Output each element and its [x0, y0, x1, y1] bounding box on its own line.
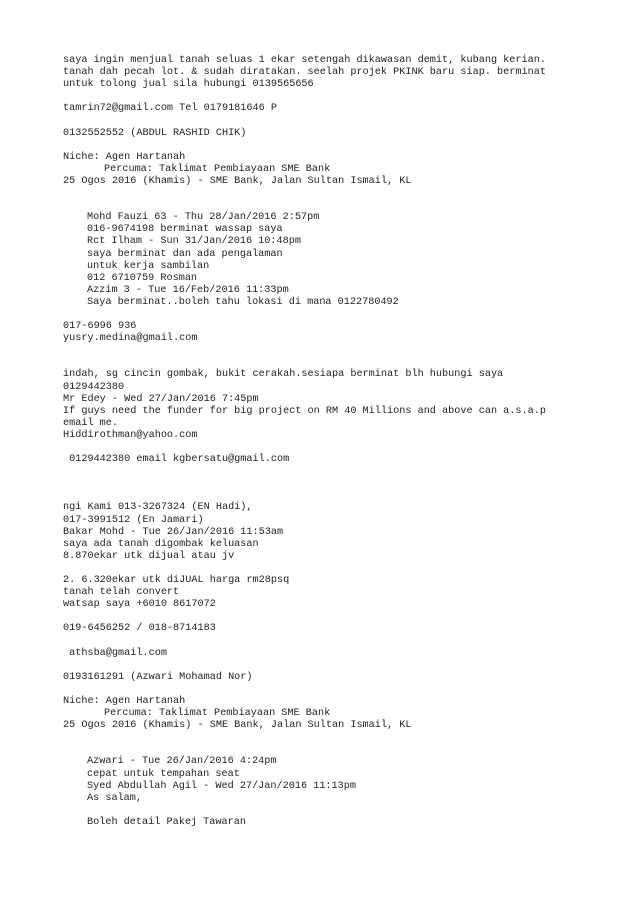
text-line: Hiddirothman@yahoo.com: [63, 429, 198, 441]
percuma-line: Percuma: Taklimat Pembiayaan SME Bank: [104, 708, 331, 720]
text-line: untuk tolong jual sila hubungi 0139565656: [63, 79, 314, 91]
niche-block: [63, 696, 583, 732]
contact-line: 017-6996 936: [63, 321, 137, 333]
text-line: 8.870ekar utk dijual atau jv: [63, 550, 235, 562]
comment-line: Mohd Fauzi 63 - Thu 28/Jan/2016 2:57pm: [87, 212, 320, 224]
contact-line: yusry.medina@gmail.com: [63, 333, 198, 345]
niche-block: [63, 152, 583, 188]
contact-line: 0132552552 (ABDUL RASHID CHIK): [63, 127, 247, 139]
percuma-line: Percuma: Taklimat Pembiayaan SME Bank: [104, 163, 331, 175]
comment-line: As salam,: [87, 792, 143, 804]
comment-line: saya berminat dan ada pengalaman: [87, 248, 283, 260]
contact-line: athsba@gmail.com: [63, 647, 167, 659]
closing-line: Boleh detail Pakej Tawaran: [87, 816, 246, 828]
comment-line: Azwari - Tue 26/Jan/2016 4:24pm: [87, 756, 277, 768]
text-line: watsap saya +6010 8617072: [63, 599, 216, 611]
listing-block: [63, 575, 583, 611]
comment-line: Syed Abdullah Agil - Wed 27/Jan/2016 11:13pm: [87, 780, 356, 792]
text-line: email me.: [63, 417, 119, 429]
text-line: indah, sg cincin gombak, bukit cerakah.sesiapa berminat blh hubungi saya: [63, 369, 504, 381]
comments-block: [63, 756, 583, 804]
contact-line: tamrin72@gmail.com Tel 0179181646 P: [63, 103, 277, 115]
comment-line: Saya berminat..boleh tahu lokasi di mana 0122780492: [87, 296, 399, 308]
event-line: 25 Ogos 2016 (Khamis) - SME Bank, Jalan Sultan Ismail, KL: [63, 175, 412, 187]
listing-block: [63, 502, 583, 562]
text-line: 2. 6.320ekar utk diJUAL harga rm28psq: [63, 575, 290, 587]
comment-line: 016-9674198 berminat wassap saya: [87, 224, 283, 236]
comment-line: 012 6710759 Rosman: [87, 272, 198, 284]
text-line: Mr Edey - Wed 27/Jan/2016 7:45pm: [63, 393, 259, 405]
comment-line: cepat untuk tempahan seat: [87, 768, 240, 780]
event-line: 25 Ogos 2016 (Khamis) - SME Bank, Jalan Sultan Ismail, KL: [63, 720, 412, 732]
contact-line: 0129442380 email kgbersatu@gmail.com: [63, 454, 290, 466]
contact-line: 0193161291 (Azwari Mohamad Nor): [63, 671, 253, 683]
text-line: saya ingin menjual tanah seluas 1 ekar setengah dikawasan demit, kubang kerian.: [63, 55, 546, 66]
comments-block: [63, 212, 583, 309]
comment-line: Rct Ilham - Sun 31/Jan/2016 10:48pm: [87, 236, 301, 248]
comment-line: Azzim 3 - Tue 16/Feb/2016 11:33pm: [87, 284, 289, 296]
listing-block: [63, 369, 583, 442]
contact-line: 019-6456252 / 018-8714183: [63, 623, 216, 635]
text-line: 0129442380: [63, 381, 125, 393]
text-line: tanah dah pecah lot. & sudah diratakan. seelah projek PKINK baru siap. berminat: [63, 67, 546, 79]
intro-paragraph: [63, 55, 583, 91]
contact-block: [63, 321, 583, 345]
comment-line: untuk kerja sambilan: [87, 260, 210, 272]
text-line: If guys need the funder for big project on RM 40 Millions and above can a.s.a.p: [63, 405, 546, 417]
text-line: tanah telah convert: [63, 587, 180, 599]
text-line: Bakar Mohd - Tue 26/Jan/2016 11:53am: [63, 526, 284, 538]
document-page: [63, 55, 583, 829]
text-line: 017-3991512 (En Jamari): [63, 514, 204, 526]
text-line: saya ada tanah digombak keluasan: [63, 538, 259, 550]
niche-label: Niche: Agen Hartanah: [63, 695, 186, 707]
niche-label: Niche: Agen Hartanah: [63, 151, 186, 163]
text-line: ngi Kami 013-3267324 (EN Hadi),: [63, 502, 253, 514]
